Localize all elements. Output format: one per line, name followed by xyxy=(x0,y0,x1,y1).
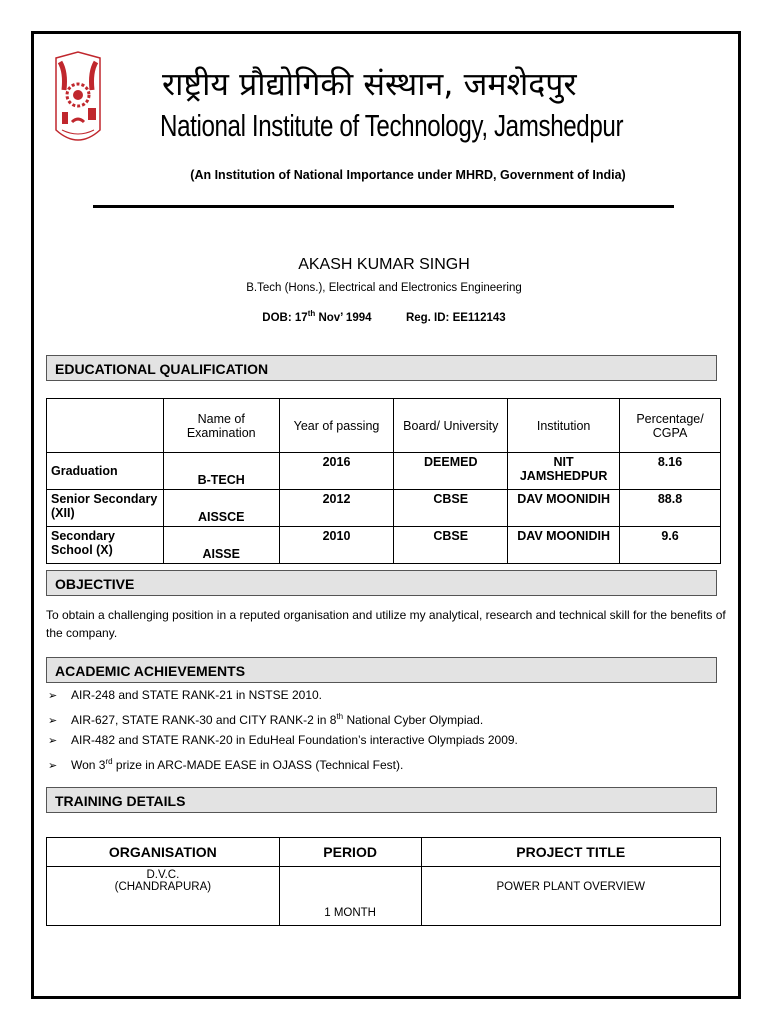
board-cell: CBSE xyxy=(394,490,508,527)
year-cell: 2016 xyxy=(279,453,394,490)
column-header: Name of Examination xyxy=(163,399,279,453)
table-row xyxy=(47,453,721,490)
score-cell: 9.6 xyxy=(620,527,721,564)
table-row xyxy=(47,867,721,926)
list-item xyxy=(48,752,518,777)
training-heading: TRAINING DETAILS xyxy=(46,787,717,813)
education-table xyxy=(46,398,721,564)
column-header: Year of passing xyxy=(279,399,394,453)
level-cell: Secondary School (X) xyxy=(47,527,164,564)
achievement-text: Won 3 xyxy=(71,757,106,772)
achievements-list xyxy=(48,686,518,776)
exam-cell: AISSE xyxy=(163,527,279,564)
organisation-cell xyxy=(47,867,280,926)
achievement-text: AIR-248 and STATE RANK-21 in NSTSE 2010. xyxy=(71,688,322,702)
education-heading: EDUCATIONAL QUALIFICATION xyxy=(46,355,717,381)
institution-cell: NIT JAMSHEDPUR xyxy=(508,453,620,490)
achievements-heading: ACADEMIC ACHIEVEMENTS xyxy=(46,657,717,683)
institution-cell: DAV MOONIDIH xyxy=(508,490,620,527)
column-header: PERIOD xyxy=(279,838,421,867)
table-header-row xyxy=(47,399,721,453)
dob-label: DOB: xyxy=(262,311,292,324)
level-cell: Senior Secondary (XII) xyxy=(47,490,164,527)
project-title-cell: POWER PLANT OVERVIEW xyxy=(421,867,720,926)
column-header: Board/ University xyxy=(394,399,508,453)
institute-title: National Institute of Technology, Jamshedpur xyxy=(160,108,624,143)
column-header xyxy=(47,399,164,453)
list-item xyxy=(48,686,518,707)
arrow-bullet-icon: ➢ xyxy=(48,759,58,772)
candidate-dob-reg xyxy=(0,309,768,324)
institution-cell: DAV MOONIDIH xyxy=(508,527,620,564)
exam-cell: B-TECH xyxy=(163,453,279,490)
organisation-name: D.V.C. xyxy=(146,869,180,881)
table-header-row xyxy=(47,838,721,867)
arrow-bullet-icon: ➢ xyxy=(48,735,58,747)
institute-hindi-title: राष्ट्रीय प्रौद्योगिकी संस्थान, जमशेदपुर xyxy=(162,65,577,103)
score-cell: 88.8 xyxy=(620,490,721,527)
exam-cell: AISSCE xyxy=(163,490,279,527)
reg-id: EE112143 xyxy=(452,311,506,324)
column-header: Percentage/ CGPA xyxy=(620,399,721,453)
board-cell: DEEMED xyxy=(394,453,508,490)
nit-logo xyxy=(52,50,104,150)
achievement-text-rest: National Cyber Olympiad. xyxy=(343,712,484,727)
arrow-bullet-icon: ➢ xyxy=(48,714,58,727)
column-header: ORGANISATION xyxy=(47,838,280,867)
score-cell: 8.16 xyxy=(620,453,721,490)
objective-heading: OBJECTIVE xyxy=(46,570,717,596)
candidate-name: AKASH KUMAR SINGH xyxy=(298,256,470,273)
year-cell: 2010 xyxy=(279,527,394,564)
dob-rest: Nov’ 1994 xyxy=(318,311,372,324)
level-cell: Graduation xyxy=(47,453,164,490)
arrow-bullet-icon: ➢ xyxy=(48,690,58,702)
column-header: Institution xyxy=(508,399,620,453)
candidate-degree: B.Tech (Hons.), Electrical and Electronics Engineering xyxy=(246,282,522,294)
dob-sup: th xyxy=(307,309,316,318)
achievement-text: AIR-627, STATE RANK-30 and CITY RANK-2 in 8 xyxy=(71,712,337,727)
table-row xyxy=(47,527,721,564)
table-row xyxy=(47,490,721,527)
board-cell: CBSE xyxy=(394,527,508,564)
year-cell: 2012 xyxy=(279,490,394,527)
achievement-sup: rd xyxy=(105,756,113,766)
achievement-text-rest: prize in ARC-MADE EASE in OJASS (Technical Fest). xyxy=(112,757,404,772)
institute-subtitle: (An Institution of National Importance under MHRD, Government of India) xyxy=(190,168,626,182)
period-cell: 1 MONTH xyxy=(279,867,421,926)
training-table xyxy=(46,837,721,926)
header-divider xyxy=(93,205,674,208)
list-item xyxy=(48,707,518,732)
column-header: PROJECT TITLE xyxy=(421,838,720,867)
dob-day: 17 xyxy=(294,311,308,324)
objective-text: To obtain a challenging position in a reputed organisation and utilize my analytical, research and technical skill for the benefits of the company. xyxy=(46,608,726,640)
list-item xyxy=(48,731,518,752)
organisation-location: (CHANDRAPURA) xyxy=(114,881,212,893)
reg-label: Reg. ID: xyxy=(405,311,450,324)
achievement-sup: th xyxy=(336,711,344,721)
achievement-text: AIR-482 and STATE RANK-20 in EduHeal Foundation’s interactive Olympiads 2009. xyxy=(71,733,518,747)
